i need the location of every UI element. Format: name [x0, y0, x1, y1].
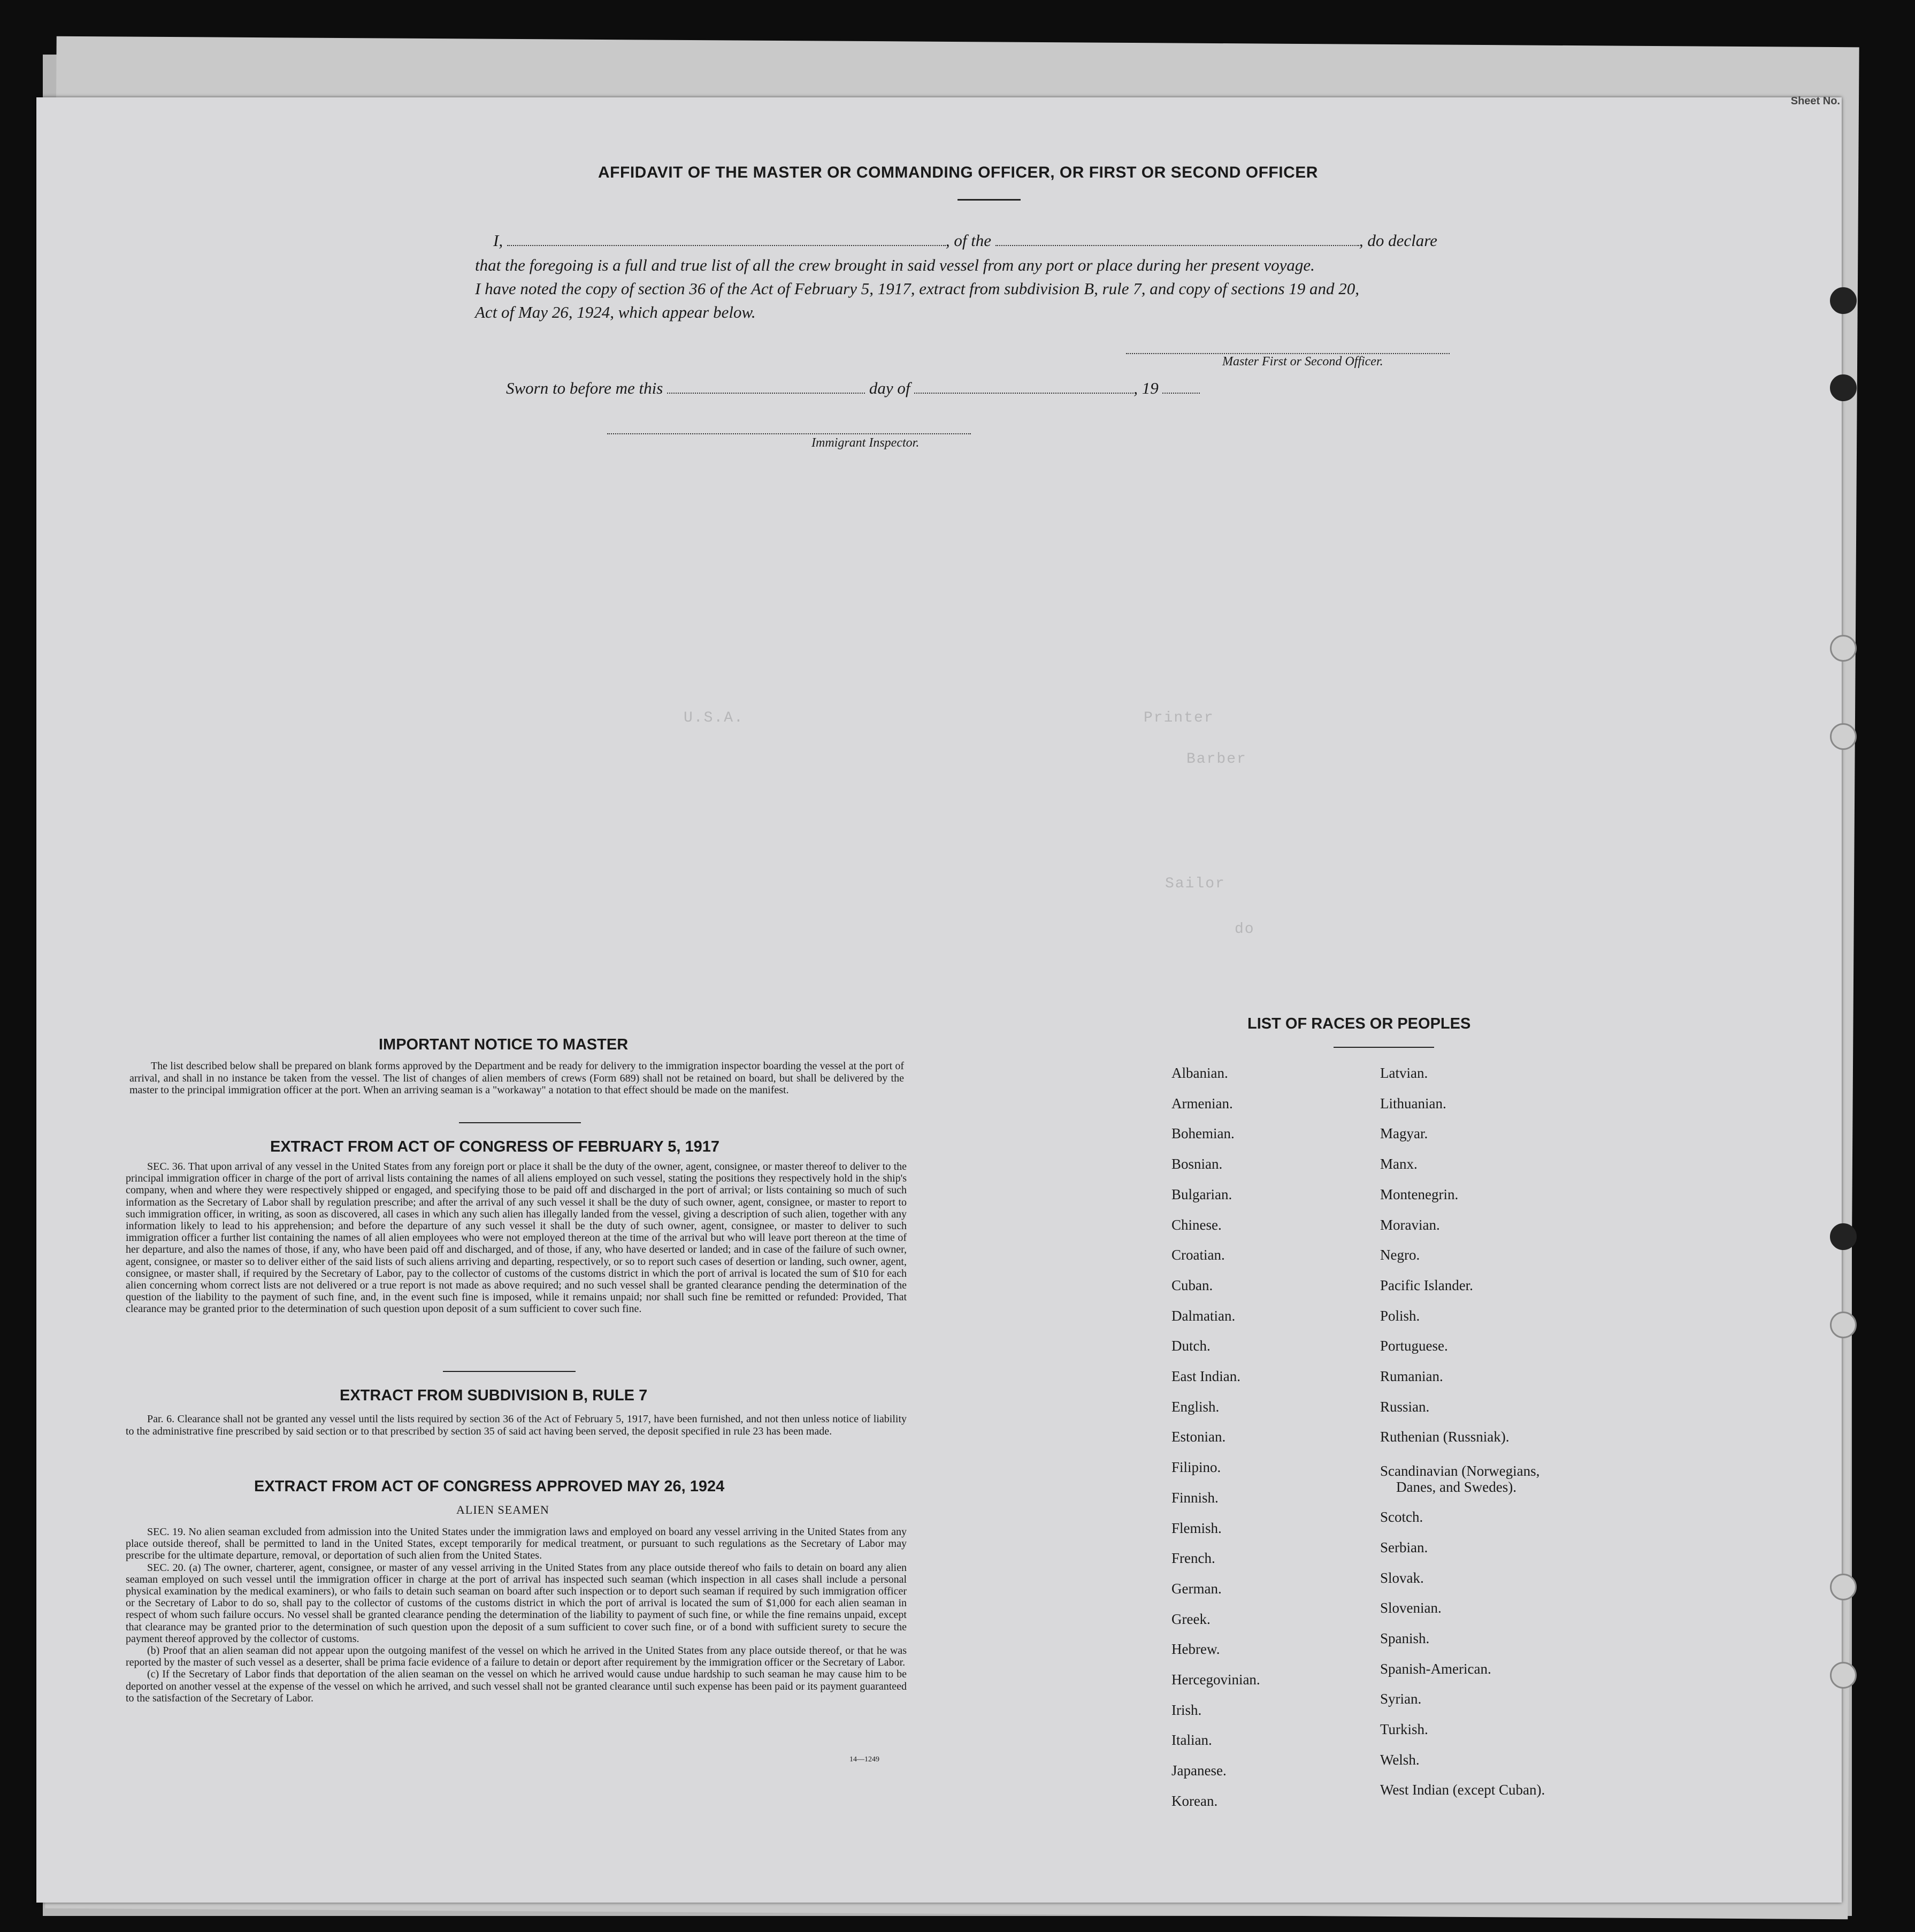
- section-19-paragraph: SEC. 19. No alien seaman excluded from admission into the United States under the immigration laws and employed on board any vessel arriving in the United States from any place outside thereof, shall be permitted to land in the United States, except temporarily for medical treatment, or pursuant to such regulations as the Secretary of Labor may prescribe for the ultimate departure, removal, or deportation of such alien from the United States.: [126, 1526, 907, 1562]
- section-20a-paragraph: SEC. 20. (a) The owner, charterer, agent, consignee, or master of any vessel arriving in the United States from any place outside thereof who fails to detain on board any alien seaman employed on such vessel until the immigration officer in charge at the port of arrival has inspected such seaman (which inspection in all cases shall include a personal physical examination by the medical examiners), or who fails to detain such seaman on board after such inspection or to deport such seaman if required by such immigration officer or the Secretary of Labor to do so, shall pay to the collector of customs of the customs district in which the port of arrival is located the sum of $1,000 for each alien seaman in respect of whom such failure occurs. No vessel shall be granted clearance pending the determination of the liability to payment of such fine, or while the fine remains unpaid, except that clearance may be granted prior to the determination of such question upon the deposit of a sum sufficient to cover such fine, or of a bond with sufficient surety to secure the payment thereof approved by the collector of customs.: [126, 1561, 907, 1645]
- race-item: Bohemian.: [1171, 1125, 1235, 1142]
- master-signature-label: Master First or Second Officer.: [1222, 355, 1383, 369]
- extract-1924-text: [126, 1526, 907, 1704]
- punch-hole-icon: [1830, 635, 1857, 662]
- race-item: Russian.: [1380, 1398, 1430, 1415]
- sworn-month-field[interactable]: [914, 382, 1133, 394]
- race-item: Polish.: [1380, 1307, 1420, 1324]
- race-item: Portuguese.: [1380, 1338, 1448, 1354]
- affidavit-title: AFFIDAVIT OF THE MASTER OR COMMANDING OFFICER, OR FIRST OR SECOND OFFICER: [598, 164, 1318, 181]
- race-item: Cuban.: [1171, 1277, 1213, 1293]
- sworn-before-label: Sworn to before me this: [506, 379, 663, 397]
- races-title: LIST OF RACES OR PEOPLES: [1247, 1015, 1471, 1032]
- race-item: Pacific Islander.: [1380, 1277, 1473, 1293]
- day-of-label: day of: [869, 379, 910, 397]
- race-item: West Indian (except Cuban).: [1380, 1782, 1545, 1798]
- race-item: East Indian.: [1171, 1368, 1240, 1385]
- race-item: Dutch.: [1171, 1338, 1211, 1354]
- race-item: Japanese.: [1171, 1762, 1227, 1779]
- race-item: Syrian.: [1380, 1691, 1422, 1707]
- form-code: 14—1249: [849, 1755, 879, 1764]
- affidavit-i: I,: [493, 231, 503, 250]
- ghost-text: do: [1235, 921, 1255, 938]
- race-item: Lithuanian.: [1380, 1095, 1446, 1111]
- races-left-column: [1171, 1058, 1260, 1816]
- affidavit-do-declare: , do declare: [1359, 231, 1437, 250]
- notice-text: [129, 1060, 904, 1097]
- notice-paragraph: The list described below shall be prepared on blank forms approved by the Department and be ready for delivery to the immigration inspector boarding the vessel at the port of arrival, and shall in no instance be taken from the vessel. The list of changes of alien members of crews (Form 689) shall not be retained on board, but shall be delivered by the master to the principal immigration officer at the port. When an arriving seaman is a "workaway" a notation to that effect should be made on the manifest.: [129, 1060, 904, 1096]
- race-item: Spanish.: [1380, 1630, 1430, 1646]
- race-item: Turkish.: [1380, 1721, 1428, 1738]
- vessel-field[interactable]: [995, 234, 1359, 246]
- race-item: German.: [1171, 1580, 1222, 1597]
- race-item: Moravian.: [1380, 1216, 1440, 1233]
- race-item: Greek.: [1171, 1611, 1211, 1627]
- divider: [958, 199, 1021, 201]
- affidavit-line-1: [493, 231, 1437, 250]
- affidavit-line-3: I have noted the copy of section 36 of the Act of February 5, 1917, extract from subdivision B, rule 7, and copy of sections 19 and 20,: [475, 279, 1360, 298]
- notice-title: IMPORTANT NOTICE TO MASTER: [379, 1036, 629, 1053]
- punch-hole-icon: [1830, 723, 1857, 750]
- race-item: Slovenian.: [1380, 1600, 1442, 1616]
- extract-1917-title: EXTRACT FROM ACT OF CONGRESS OF FEBRUARY 5, 1917: [270, 1138, 720, 1155]
- race-item: Latvian.: [1380, 1065, 1428, 1081]
- extract-1917-text: [126, 1161, 907, 1315]
- race-item: Slovak.: [1380, 1569, 1424, 1586]
- ghost-text: U.S.A.: [684, 710, 744, 726]
- race-item: Scotch.: [1380, 1509, 1423, 1525]
- divider: [443, 1371, 576, 1372]
- inspector-signature-label: Immigrant Inspector.: [811, 436, 920, 450]
- divider: [1334, 1047, 1434, 1048]
- divider: [459, 1122, 581, 1123]
- year-prefix-label: , 19: [1133, 379, 1159, 397]
- race-item: Rumanian.: [1380, 1368, 1443, 1385]
- race-item: Korean.: [1171, 1792, 1218, 1809]
- sworn-year-field[interactable]: [1162, 382, 1200, 394]
- race-item: Montenegrin.: [1380, 1186, 1459, 1202]
- affidavit-line-2: that the foregoing is a full and true list of all the crew brought in said vessel from any port or place during her present voyage.: [475, 256, 1315, 274]
- par-6-paragraph: Par. 6. Clearance shall not be granted any vessel until the lists required by section 36 of the Act of February 5, 1917, have been furnished, and not then unless notice of liability to the administrative fine prescribed by said section or to that prescribed by section 35 of said act having been served, the deposit specified in rule 23 has been made.: [126, 1413, 907, 1437]
- race-item: Ruthenian (Russniak).: [1380, 1429, 1510, 1445]
- punch-hole-icon: [1830, 1574, 1857, 1600]
- race-item: Hebrew.: [1171, 1641, 1220, 1658]
- race-item: Italian.: [1171, 1732, 1212, 1749]
- punch-hole-icon: [1830, 374, 1857, 401]
- alien-seamen-subtitle: ALIEN SEAMEN: [456, 1503, 549, 1516]
- punch-hole-icon: [1830, 1223, 1857, 1250]
- race-item: Estonian.: [1171, 1429, 1226, 1445]
- inspector-signature-field[interactable]: [607, 423, 971, 434]
- race-item: Danes, and Swedes).: [1396, 1479, 1516, 1496]
- race-item: Serbian.: [1380, 1539, 1428, 1555]
- race-item: Albanian.: [1171, 1065, 1228, 1081]
- race-item: Flemish.: [1171, 1520, 1222, 1536]
- race-item: Chinese.: [1171, 1216, 1222, 1233]
- rule7-text: [126, 1413, 907, 1437]
- race-item: Bulgarian.: [1171, 1186, 1232, 1202]
- race-item: Magyar.: [1380, 1125, 1428, 1142]
- ghost-text: Barber: [1186, 751, 1247, 768]
- race-item: English.: [1171, 1398, 1220, 1415]
- race-item: Spanish-American.: [1380, 1660, 1491, 1677]
- races-right-column: [1380, 1058, 1545, 1805]
- extract-1924-title: EXTRACT FROM ACT OF CONGRESS APPROVED MAY 26, 1924: [254, 1478, 725, 1495]
- ghost-text: Printer: [1144, 710, 1214, 726]
- race-item: Irish.: [1171, 1701, 1202, 1718]
- punch-hole-icon: [1830, 1312, 1857, 1338]
- race-item: Finnish.: [1171, 1489, 1219, 1506]
- race-item: Welsh.: [1380, 1751, 1420, 1768]
- race-item: Hercegovinian.: [1171, 1672, 1260, 1688]
- race-item: Scandinavian (Norwegians,: [1380, 1463, 1540, 1479]
- affidavit-of-the: , of the: [945, 231, 992, 250]
- race-item: Filipino.: [1171, 1459, 1221, 1476]
- section-36-paragraph: SEC. 36. That upon arrival of any vessel in the United States from any foreign port or place it shall be the duty of the owner, agent, consignee, or master thereof to deliver to the principal immigration officer in charge of the port of arrival lists containing the names of all aliens employed on such vessel, stating the positions they respectively hold in the ship's company, when and where they were respectively shipped or engaged, and specifying those to be paid off and discharged in the port of arrival; or lists containing so much of such information as the Secretary of Labor shall by regulation prescribe; and after the arrival of any such vessel it shall be the duty of such owner, agent, consignee, or master to report to such immigration officer, in writing, as soon as discovered, all cases in which any such alien has illegally landed from the vessel, giving a description of such alien, together with any information likely to lead to his apprehension; and before the departure of any such vessel it shall be the duty of such owner, agent, consignee, or master to deliver to such immigration officer a further list containing the names of all alien employees who were not employed thereon at the time of the arrival but who will leave port thereon at the time of her departure, and also the names of those, if any, who have been paid off and discharged, and of those, if any, who have deserted or landed; and in case of the failure of such owner, agent, consignee, or master so to deliver either of the said lists of such aliens arriving and departing, respectively, or so to report such cases of desertion or landing, such owner, agent, consignee, or master shall, if required by the Secretary of Labor, pay to the collector of customs of the customs district in which the port of arrival is located the sum of $10 for each alien concerning whom correct lists are not delivered or a true report is not made as above required; and no such vessel shall be granted clearance pending the determination of the question of the liability to the payment of such fine, and, in the event such fine is imposed, while it remains unpaid; nor shall such fine be remitted or refunded: Provided, That clearance may be granted prior to the determination of such question upon deposit of a sum sufficient to cover such fine.: [126, 1161, 907, 1315]
- rule7-title: EXTRACT FROM SUBDIVISION B, RULE 7: [340, 1387, 648, 1404]
- sheet-number-label: Sheet No.: [1790, 95, 1840, 107]
- race-item: Manx.: [1380, 1156, 1418, 1172]
- race-item: Bosnian.: [1171, 1156, 1223, 1172]
- master-signature-field[interactable]: [1126, 342, 1450, 354]
- punch-hole-icon: [1830, 1662, 1857, 1689]
- race-item: Croatian.: [1171, 1247, 1225, 1263]
- race-item: Armenian.: [1171, 1095, 1233, 1111]
- race-item: French.: [1171, 1550, 1215, 1567]
- section-20c-paragraph: (c) If the Secretary of Labor finds that deportation of the alien seaman on the vessel on which he arrived would cause undue hardship to such seaman he may cause him to be deported on another vessel at the expense of the vessel on which he arrived, and such vessel shall not be granted clearance until such expense has been paid or its payment guaranteed to the satisfaction of the Secretary of Labor.: [126, 1668, 907, 1704]
- ghost-text: Sailor: [1165, 876, 1225, 892]
- affidavit-line-4: Act of May 26, 1924, which appear below.: [475, 303, 756, 321]
- section-20b-paragraph: (b) Proof that an alien seaman did not appear upon the outgoing manifest of the vessel on which he arrived in the United States from any place outside thereof, or that he was reported by the master of such vessel as a deserter, shall be prima facie evidence of a failure to detain or deport after requirement by the immigration officer or the Secretary of Labor.: [126, 1645, 907, 1669]
- sworn-line: [506, 379, 1200, 398]
- punch-hole-icon: [1830, 287, 1857, 314]
- sworn-day-field[interactable]: [667, 382, 865, 394]
- race-item: Dalmatian.: [1171, 1307, 1236, 1324]
- name-field[interactable]: [507, 234, 946, 246]
- race-item: Negro.: [1380, 1247, 1420, 1263]
